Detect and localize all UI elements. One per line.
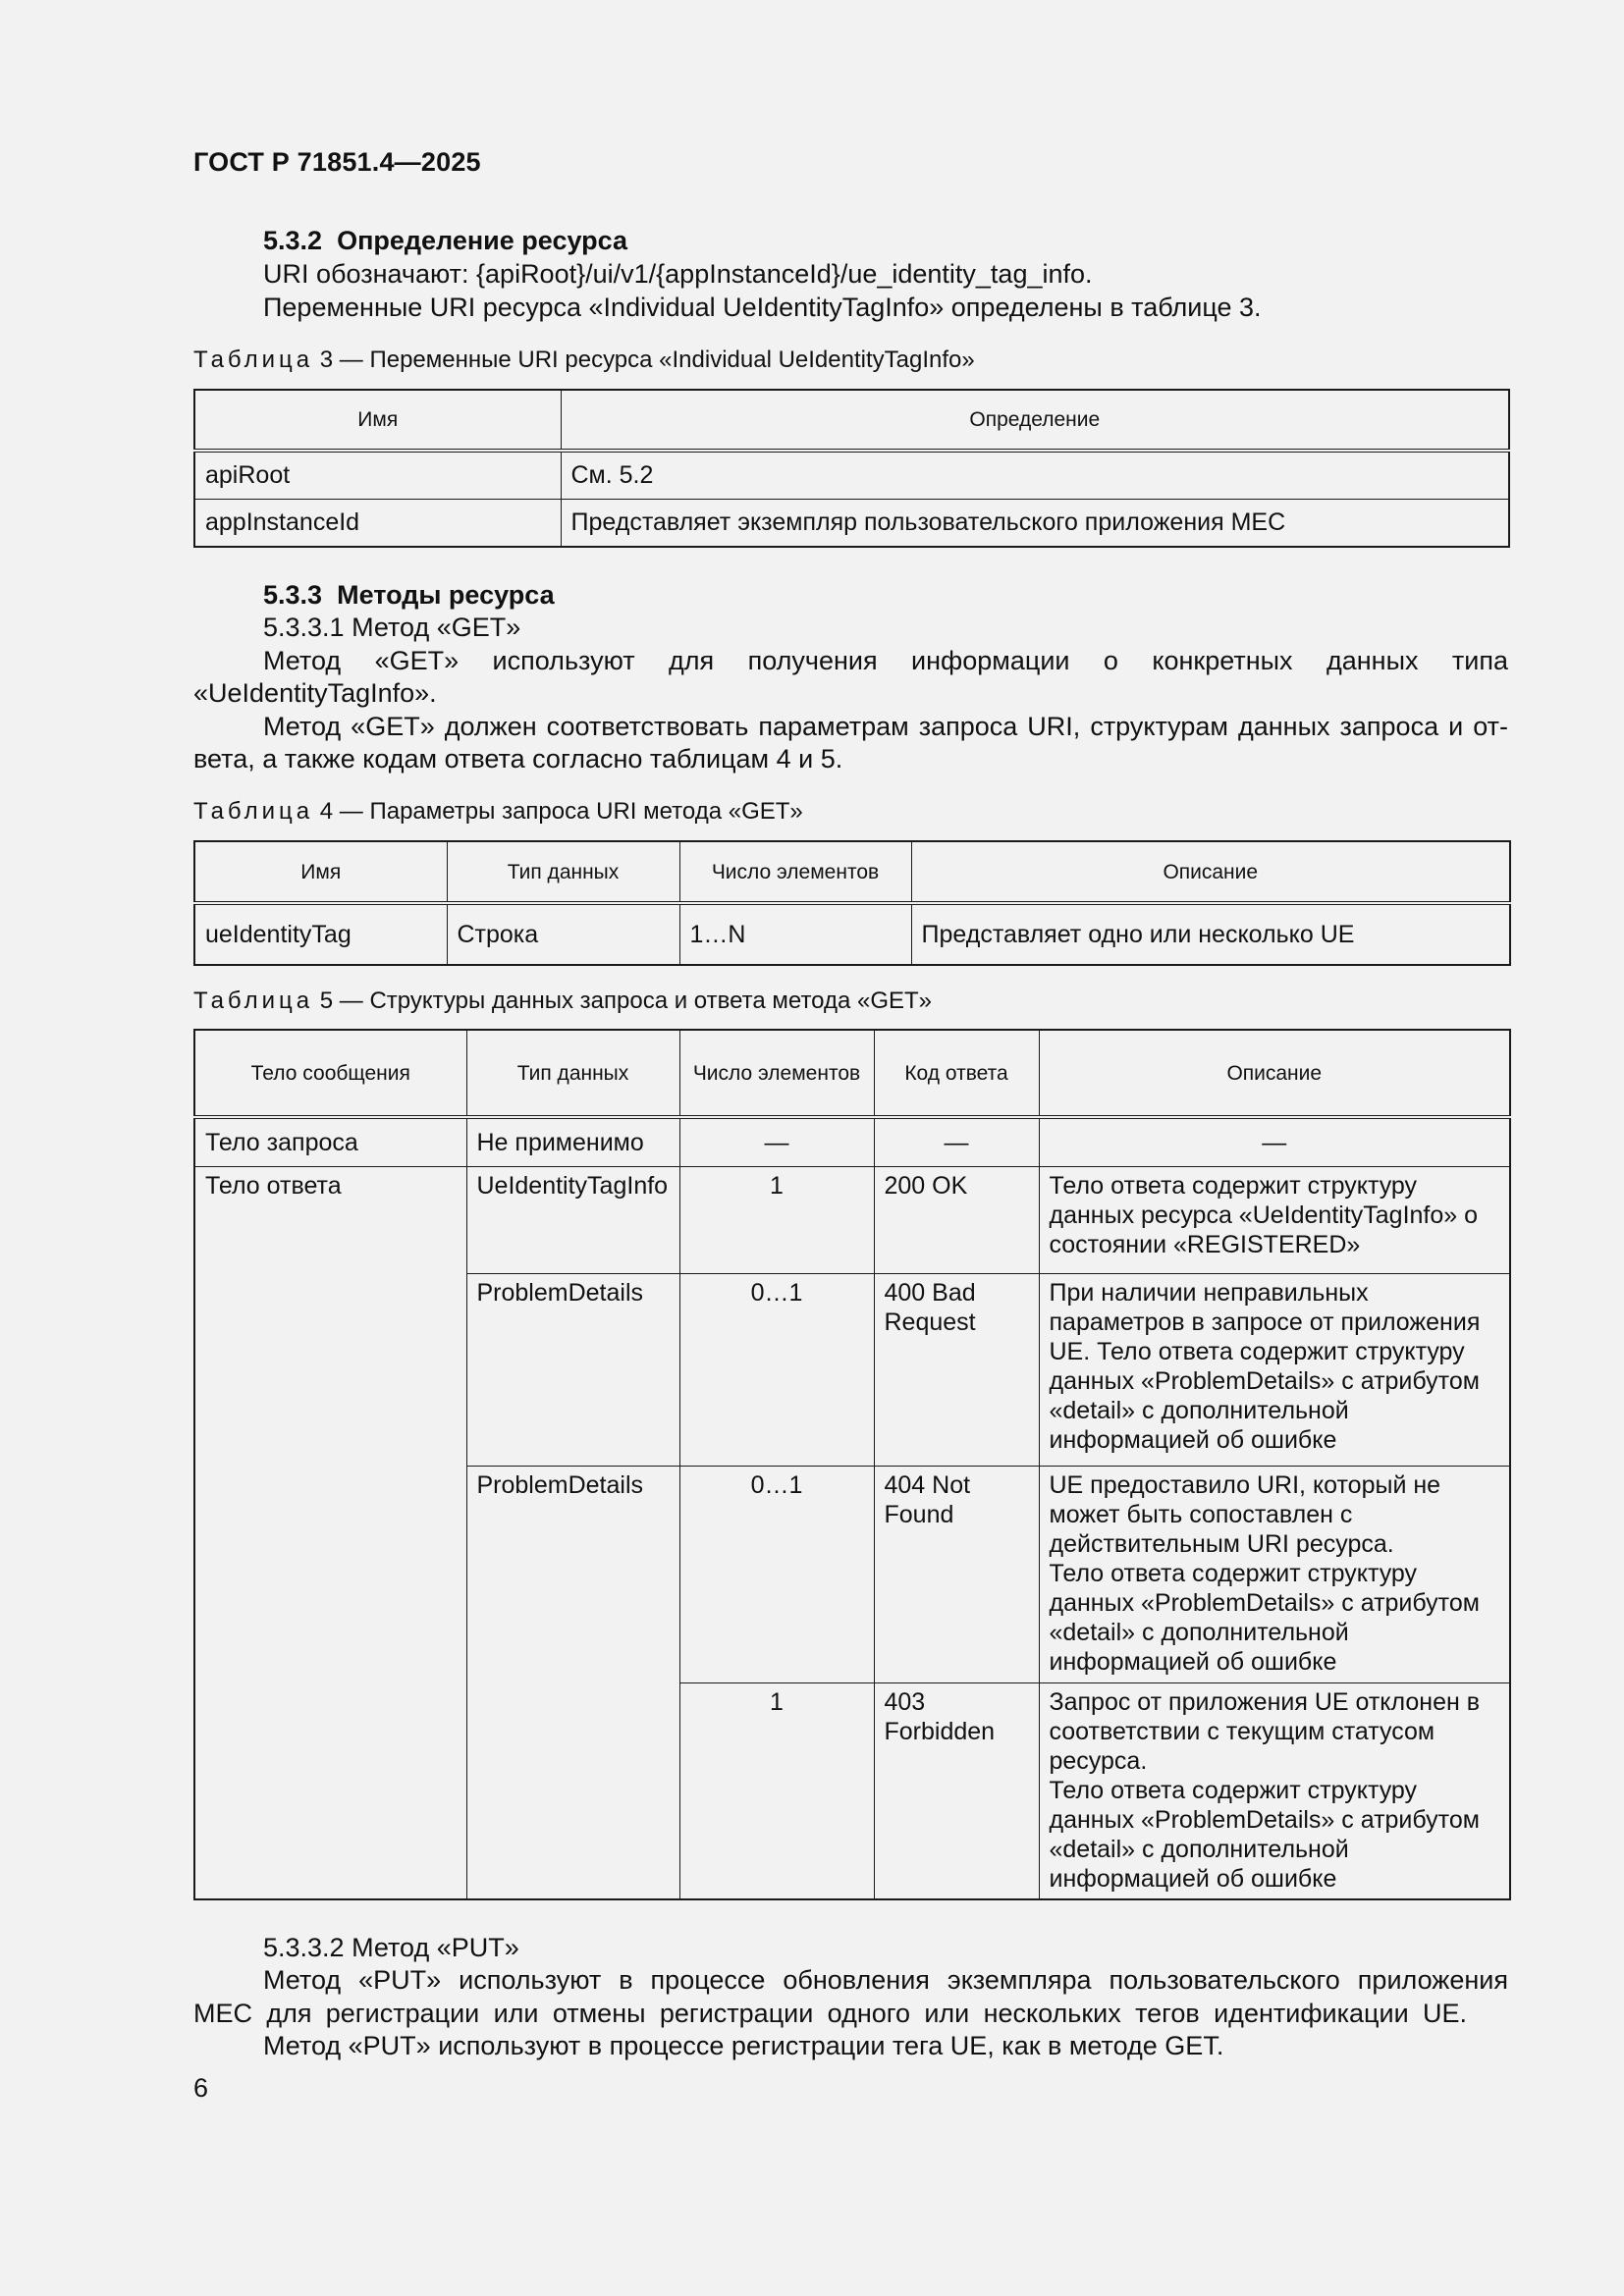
table-header-cell: Определение	[561, 390, 1509, 451]
table-cell: Не применимо	[466, 1117, 679, 1166]
section-title: Определение ресурса	[337, 226, 627, 255]
paragraph-uri: URI обозначают: {apiRoot}/ui/v1/{appInstanceId}/ue_identity_tag_info.	[263, 259, 1093, 289]
table-cell: —	[874, 1117, 1039, 1166]
table-header-cell: Тело сообщения	[194, 1030, 466, 1117]
table-cell: —	[1039, 1117, 1510, 1166]
table-cell: —	[679, 1117, 874, 1166]
description-paragraph: Запрос от приложения UE отклонен в соответствии с текущим статусом ресурса.	[1049, 1687, 1481, 1775]
table-cell: Строка	[447, 903, 679, 965]
paragraph-variables: Переменные URI ресурса «Individual UeIdentityTagInfo» определены в таблице 3.	[263, 293, 1262, 322]
table-cell: Тело ответа	[194, 1166, 466, 1899]
table-cell: 200 OK	[874, 1166, 1039, 1273]
table-cell: apiRoot	[194, 451, 561, 499]
table3-caption	[193, 346, 975, 375]
paragraph-get-line1: Метод «GET» используют для получения информации о конкретных данных типа	[263, 646, 1508, 675]
caption-word: Таблица	[193, 798, 314, 825]
table-cell: 404 Not Found	[874, 1466, 1039, 1682]
paragraph-put-2: Метод «PUT» используют в процессе регистрации тега UE, как в методе GET.	[263, 2031, 1224, 2060]
page-number: 6	[193, 2073, 209, 2103]
table-cell: Тело ответа содержит структуру данных ресурса «UeIdentityTagInfo» о состоянии «REGISTERED»	[1039, 1166, 1510, 1273]
table-cell: 1…N	[679, 903, 911, 965]
table-header-cell: Число элементов	[679, 841, 911, 903]
paragraph-put-line1: Метод «PUT» используют в процессе обновления экземпляра пользовательского приложения	[263, 1965, 1508, 1995]
table-header-cell: Число элементов	[679, 1030, 874, 1117]
table-cell: См. 5.2	[561, 451, 1509, 499]
description-paragraph: UE предоставило URI, который не может быть сопоставлен с действительным URI ресурса.	[1049, 1470, 1441, 1558]
table-row	[194, 1166, 1510, 1273]
table-header-cell: Описание	[911, 841, 1510, 903]
caption-word: Таблица	[193, 347, 314, 373]
table-cell: ProblemDetails	[466, 1273, 679, 1466]
subsection-5-3-3-1: 5.3.3.1 Метод «GET»	[263, 613, 521, 642]
table-cell: UeIdentityTagInfo	[466, 1166, 679, 1273]
table-header-cell: Код ответа	[874, 1030, 1039, 1117]
table-5	[193, 1029, 1511, 1900]
table-cell: appInstanceId	[194, 499, 561, 547]
table-cell: 403 Forbidden	[874, 1682, 1039, 1899]
section-number: 5.3.3	[263, 580, 323, 610]
table-cell: ProblemDetails	[466, 1466, 679, 1899]
section-heading-5-3-3	[263, 579, 555, 612]
table-cell: 0…1	[679, 1273, 874, 1466]
section-heading-5-3-2	[263, 225, 627, 257]
table-cell: 1	[679, 1682, 874, 1899]
table-cell: 1	[679, 1166, 874, 1273]
table-cell: Тело запроса	[194, 1117, 466, 1166]
table-header-cell: Тип данных	[466, 1030, 679, 1117]
table-cell: Представляет одно или несколько UE	[911, 903, 1510, 965]
table-cell: При наличии неправильных параметров в запросе от приложения UE. Тело ответа содержит структуру данных «ProblemDetails» с атрибутом «detail» с дополнительной информацией об ошибке	[1039, 1273, 1510, 1466]
table-header-cell: Тип данных	[447, 841, 679, 903]
table5-caption	[193, 987, 932, 1016]
paragraph-put-line2: MEC для регистрации или отмены регистрации одного или нескольких тегов идентификации UE.	[193, 1999, 1467, 2028]
table-cell: 400 Bad Request	[874, 1273, 1039, 1466]
table-cell: Представляет экземпляр пользовательского приложения MEC	[561, 499, 1509, 547]
table-4	[193, 840, 1511, 966]
table4-caption	[193, 797, 803, 827]
table-header-cell: Имя	[194, 390, 561, 451]
caption-text: 4 — Параметры запроса URI метода «GET»	[319, 798, 803, 825]
table-row	[194, 451, 1509, 499]
table-cell	[1039, 1682, 1510, 1899]
paragraph-get-params-line1: Метод «GET» должен соответствовать параметрам запроса URI, структурам данных запроса и от-	[263, 712, 1508, 741]
subsection-5-3-3-2: 5.3.3.2 Метод «PUT»	[263, 1933, 519, 1962]
paragraph-get-params-line2: вета, а также кодам ответа согласно таблицам 4 и 5.	[193, 744, 843, 774]
table-row	[194, 1117, 1510, 1166]
table-row	[194, 903, 1510, 965]
section-number: 5.3.2	[263, 226, 323, 255]
caption-text: 3 — Переменные URI ресурса «Individual UeIdentityTagInfo»	[319, 347, 975, 373]
caption-word: Таблица	[193, 988, 314, 1014]
paragraph-get-line2: «UeIdentityTagInfo».	[193, 678, 437, 708]
description-paragraph: Тело ответа содержит структуру данных «ProblemDetails» с атрибутом «detail» с дополнительной информацией об ошибке	[1049, 1776, 1480, 1893]
table-header-cell: Описание	[1039, 1030, 1510, 1117]
table-cell: 0…1	[679, 1466, 874, 1682]
table-row	[194, 499, 1509, 547]
table-header-cell: Имя	[194, 841, 447, 903]
description-paragraph: Тело ответа содержит структуру данных «ProblemDetails» с атрибутом «detail» с дополнительной информацией об ошибке	[1049, 1559, 1480, 1676]
section-title: Методы ресурса	[337, 580, 555, 610]
table-cell: ueIdentityTag	[194, 903, 447, 965]
caption-text: 5 — Структуры данных запроса и ответа метода «GET»	[319, 988, 933, 1014]
table-cell	[1039, 1466, 1510, 1682]
document-header: ГОСТ Р 71851.4—2025	[193, 147, 481, 177]
table-3	[193, 389, 1510, 548]
